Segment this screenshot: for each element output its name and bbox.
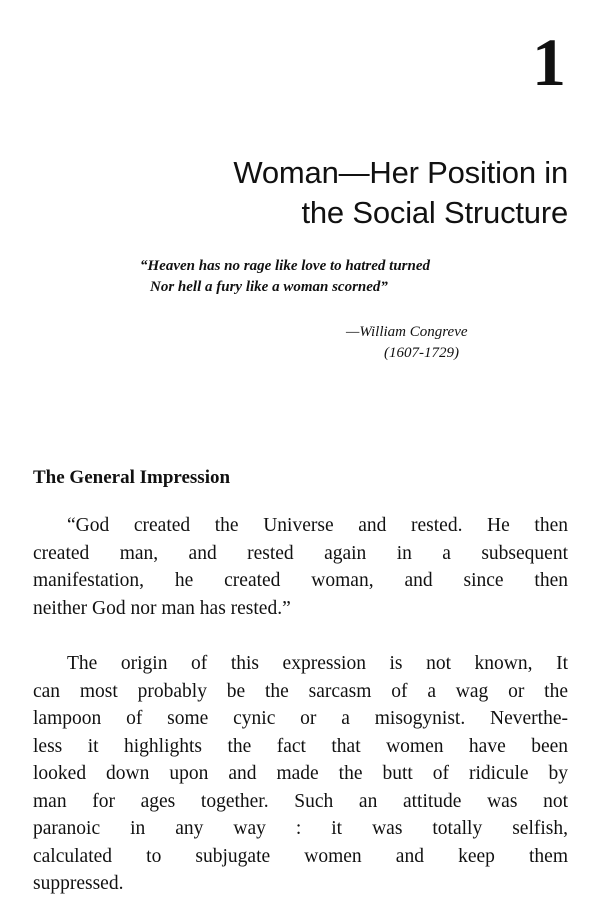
epigraph-attribution [346, 322, 566, 364]
paragraph-line: man for ages together. Such an attitude was not [33, 790, 568, 812]
paragraph-line: neither God nor man has rested.” [33, 597, 291, 619]
paragraph-line: created man, and rested again in a subsequent [33, 542, 568, 564]
chapter-title-line: the Social Structure [301, 195, 568, 230]
paragraph-line: lampoon of some cynic or a misogynist. Neverthe- [33, 708, 568, 729]
epigraph-line: “Heaven has no rage like love to hatred turned [140, 258, 430, 274]
body-paragraph [33, 512, 568, 622]
chapter-title-line: Woman—Her Position in [233, 155, 568, 190]
epigraph-author: —William Congreve [346, 324, 468, 340]
body-paragraph [33, 650, 568, 898]
paragraph-line: paranoic in any way : it was totally selfish, [33, 818, 568, 839]
paragraph-line: less it highlights the fact that women have been [33, 735, 568, 757]
epigraph-quote [140, 256, 540, 298]
paragraph-line: calculated to subjugate women and keep them [33, 845, 568, 867]
epigraph-years: (1607-1729) [384, 345, 459, 361]
chapter-title [128, 153, 568, 233]
paragraph-line: manifestation, he created woman, and since then [33, 570, 568, 591]
section-heading: The General Impression [33, 467, 231, 488]
chapter-number: 1 [532, 24, 566, 100]
paragraph-line: can most probably be the sarcasm of a wag or the [33, 680, 568, 702]
paragraph-line: The origin of this expression is not known, It [67, 653, 568, 674]
epigraph-line: Nor hell a fury like a woman scorned” [150, 279, 388, 295]
paragraph-line: looked down upon and made the butt of ridicule by [33, 763, 568, 784]
paragraph-line: suppressed. [33, 873, 124, 894]
paragraph-line: “God created the Universe and rested. He then [67, 515, 568, 536]
